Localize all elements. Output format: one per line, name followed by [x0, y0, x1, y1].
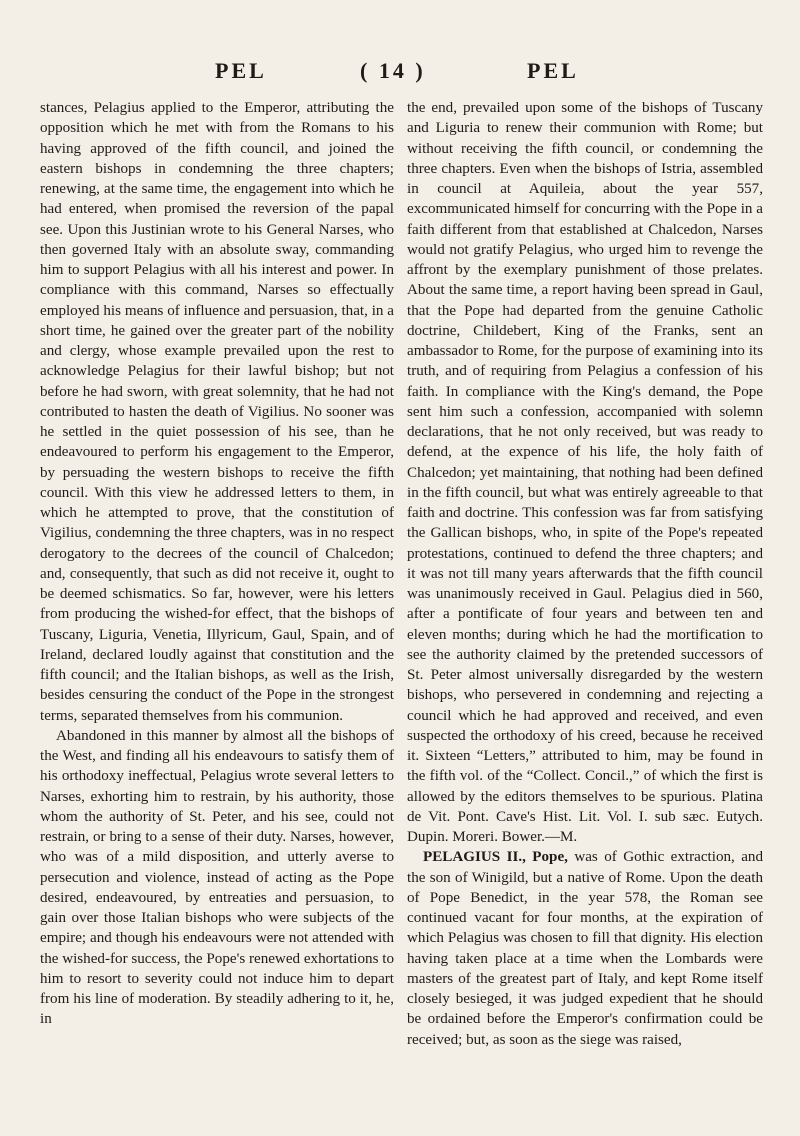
entry-title: PELAGIUS II., Pope, [423, 849, 568, 866]
right-column [407, 98, 763, 1050]
header-left-word: PEL [215, 58, 267, 83]
biography-entry [407, 847, 763, 1050]
header-right-word: PEL [527, 58, 579, 83]
paragraph: stances, Pelagius applied to the Emperor, attributing the opposition which he met with from the Romans to his having approved of the fifth council, and joined the eastern bishops in condemning the three chapters; renewing, at the same time, the engagement into which he had entered, when promised the reversion of the papal see. Upon this Justinian wrote to his General Narses, who then governed Italy with an absolute sway, commanding him to support Pelagius with all his interest and power. In compliance with this command, Narses so effectually employed his means of influence and persuasion, that, in a short time, he gained over the greater part of the nobility and clergy, whose example prevailed upon the rest to acknowledge Pelagius for their lawful bishop; but not before he had sworn, with great solemnity, that he had not contributed to hasten the death of Vigilius. No sooner was he settled in the quiet possession of his see, than he endeavoured to perform his engagement to the Emperor, by persuading the western bishops to receive the fifth council. With this view he addressed letters to them, in which he attempted to prove, that the constitution of Vigilius, condemning the three chapters, was in no respect derogatory to the decrees of the council of Chalcedon; and, consequently, that such as did not receive it, ought to be deemed schismatics. So far, however, were his letters from producing the wished-for effect, that the bishops of Tuscany, Liguria, Venetia, Illyricum, Gaul, Spain, and of Ireland, declared loudly against that constitution and the fifth council; and the Italian bishops, as well as the Irish, besides censuring the conduct of the Pope in the strongest terms, separated themselves from his communion. [40, 100, 394, 724]
paragraph: the end, prevailed upon some of the bishops of Tuscany and Liguria to renew their communion with Rome; but without receiving the fifth council, or condemning the three chapters. Even when the bishops of Istria, assembled in council at Aquileia, about the year 557, excommunicated himself for concurring with the Pope in a faith different from that established at Chalcedon, Narses would not gratify Pelagius, who urged him to revenge the affront by the exemplary punishment of those prelates. About the same time, a report having been spread in Gaul, that the Pope had departed from the genuine Catholic doctrine, Childebert, King of the Franks, sent an ambassador to Rome, for the purpose of examining into its truth, and of requiring from Pelagius a confession of his faith. In compliance with the King's demand, the Pope sent him such a confession, accompanied with solemn declarations, that he not only received, but was ready to defend, at the expence of his life, the holy faith of Chalcedon; yet maintaining, that nothing had been defined in the fifth council, but what was entirely agreeable to that faith and doctrine. This confession was far from satisfying the Gallican bishops, who, in spite of the Pope's repeated protestations, continued to defend the three chapters; and it was not till many years afterwards that the fifth council was unanimously received in Gaul. Pelagius died in 560, after a pontificate of four years and between ten and eleven months; during which he had the mortification to see the authority claimed by the pretended successors of St. Peter almost universally disregarded by the western bishops, who persevered in condemning and rejecting a council which he had approved and received, and even suspected the orthodoxy of his creed, because he received it. Sixteen “Letters,” attributed to him, may be found in the fifth vol. of the “Collect. Concil.,” of which the first is allowed by the editors themselves to be spurious. Platina de Vit. Pont. Cave's Hist. Lit. Vol. I. sub sæc. Eutych. Dupin. Moreri. Bower.—M. [407, 100, 763, 845]
left-column [40, 98, 394, 1030]
running-header [0, 58, 800, 88]
page-number: ( 14 ) [360, 58, 426, 83]
entry-body: was of Gothic extraction, and the son of Winigild, but a native of Rome. Upon the death of Pope Benedict, in the year 578, the Roman see continued vacant for four months, at the expiration of which Pelagius was chosen to fill that dignity. His election having taken place at a time when the Lombards were masters of the greatest part of Italy, and kept Rome itself closely besieged, it was judged expedient that he should be ordained before the Emperor's confirmation could be received; but, as soon as the siege was raised, [407, 849, 764, 1048]
paragraph: Abandoned in this manner by almost all the bishops of the West, and finding all his endeavours to satisfy them of his orthodoxy ineffectual, Pelagius wrote several letters to Narses, exhorting him to restrain, by his authority, those whom the authority of St. Peter, and his see, could not restrain, or bring to a sense of their duty. Narses, however, who was of a mild disposition, and utterly averse to persecution and violence, instead of acting as the Pope desired, endeavoured, by entreaties and persuasion, to gain over those Italian bishops who were subjects of the empire; and though his endeavours were not attended with the wished-for success, the Pope's renewed exhortations to him to resort to severity could not induce him to depart from his line of moderation. By steadily adhering to it, he, in [40, 727, 394, 1028]
